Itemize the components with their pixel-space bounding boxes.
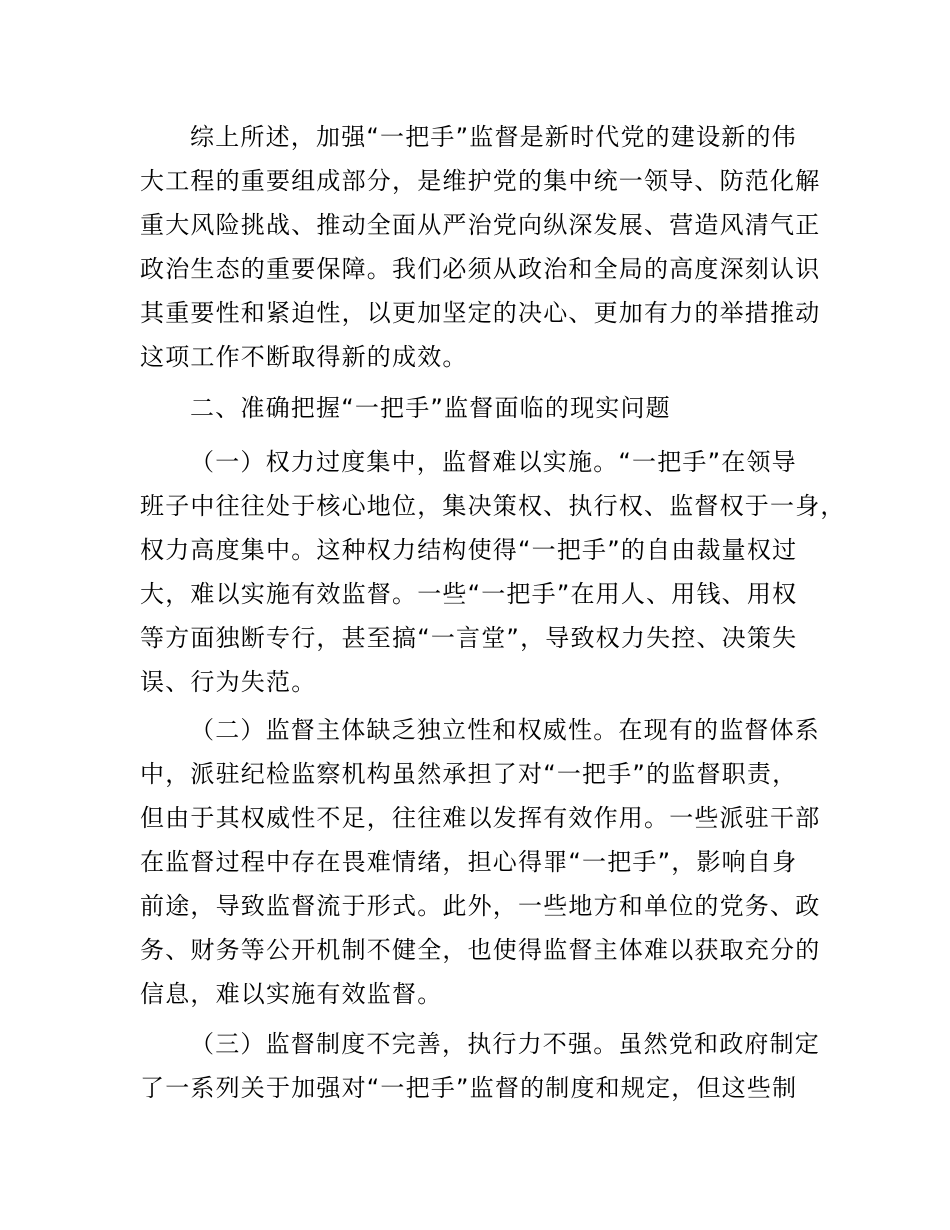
- text-line: 重大风险挑战、推动全面从严治党向纵深发展、营造风清气正: [140, 211, 821, 239]
- text-line: 班子中往往处于核心地位，集决策权、执行权、监督权于一身，: [140, 492, 846, 520]
- text-line: 这项工作不断取得新的成效。: [140, 343, 468, 371]
- text-line: 前途，导致监督流于形式。此外，一些地方和单位的党务、政: [140, 892, 821, 920]
- text-line: 了一系列关于加强对“一把手”监督的制度和规定，但这些制: [140, 1074, 798, 1102]
- text-line: 大，难以实施有效监督。一些“一把手”在用人、用钱、用权: [140, 580, 798, 608]
- paragraph-issue-3: [140, 1022, 820, 1110]
- text-line: 在监督过程中存在畏难情绪，担心得罪“一把手”，影响自身: [140, 848, 798, 876]
- text-line: （二）监督主体缺乏独立性和权威性。在现有的监督体系: [190, 716, 820, 744]
- text-line: 综上所述，加强“一把手”监督是新时代党的建设新的伟: [190, 123, 797, 151]
- text-line: 信息，难以实施有效监督。: [140, 980, 443, 1008]
- text-line: 权力高度集中。这种权力结构使得“一把手”的自由裁量权过: [140, 536, 798, 564]
- text-line: 误、行为失范。: [140, 668, 317, 696]
- heading-text: 二、准确把握“一把手”监督面临的现实问题: [190, 394, 671, 422]
- paragraph-issue-2: [140, 708, 820, 1016]
- text-line: 大工程的重要组成部分，是维护党的集中统一领导、防范化解: [140, 167, 821, 195]
- paragraph-issue-1: [140, 440, 846, 704]
- text-line: 中，派驻纪检监察机构虽然承担了对“一把手”的监督职责，: [140, 760, 798, 788]
- text-line: 但由于其权威性不足，往往难以发挥有效作用。一些派驻干部: [140, 804, 821, 832]
- paragraph-summary: [140, 115, 820, 379]
- text-line: 政治生态的重要保障。我们必须从政治和全局的高度深刻认识: [140, 255, 821, 283]
- text-line: （一）权力过度集中，监督难以实施。“一把手”在领导: [190, 448, 797, 476]
- text-line: 其重要性和紧迫性，以更加坚定的决心、更加有力的举措推动: [140, 299, 821, 327]
- text-line: 等方面独断专行，甚至搞“一言堂”，导致权力失控、决策失: [140, 624, 798, 652]
- text-line: （三）监督制度不完善，执行力不强。虽然党和政府制定: [190, 1030, 820, 1058]
- section-heading: [140, 386, 671, 430]
- text-line: 务、财务等公开机制不健全，也使得监督主体难以获取充分的: [140, 936, 821, 964]
